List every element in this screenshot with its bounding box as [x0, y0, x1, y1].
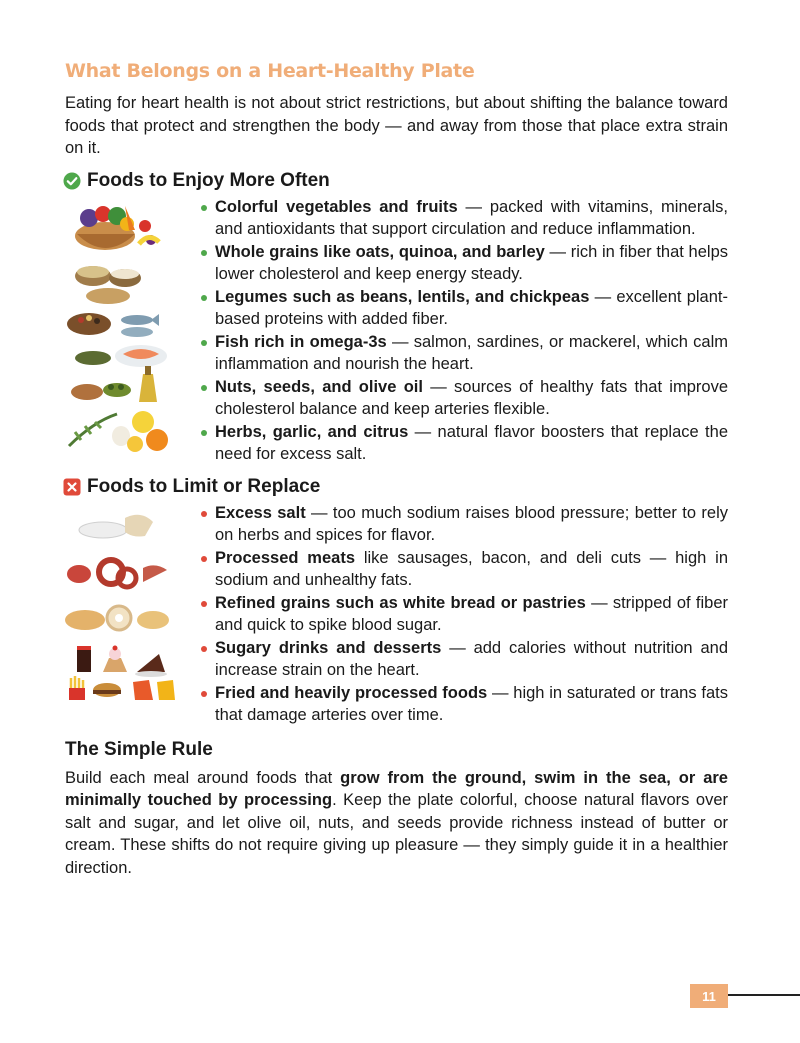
intro-paragraph: Eating for heart health is not about strict restrictions, but about shifting the balance toward foods that protect and strengthen the body — and away from those that place extra strain on it. [65, 94, 728, 157]
bullet-dot [201, 430, 207, 436]
salt-icon [79, 514, 153, 537]
bullet-dot [201, 250, 207, 256]
list-item: Fish rich in omega-3s — salmon, sardines, or mackerel, which calm inflammation and nourish the heart. [199, 331, 728, 376]
refined-grains-icon [65, 606, 169, 630]
bullet-dot [201, 511, 207, 517]
sugary-drinks-desserts-icon [77, 645, 167, 677]
list-item: Excess salt — too much sodium raises blood pressure; better to rely on herbs and spices for flavor. [199, 502, 728, 547]
page-number-rule [728, 994, 800, 996]
bullet-dot [201, 601, 207, 607]
herbs-garlic-citrus-icon [69, 411, 168, 452]
list-item: Whole grains like oats, quinoa, and barley — rich in fiber that helps lower cholesterol and keep energy steady. [199, 241, 728, 286]
list-item: Refined grains such as white bread or pastries — stripped of fiber and quick to spike blood sugar. [199, 592, 728, 637]
bullet-dot [201, 205, 207, 211]
grains-bowl-icon [75, 266, 141, 304]
page-title: What Belongs on a Heart-Healthy Plate [65, 60, 475, 82]
bullet-dot [201, 295, 207, 301]
list-item: Processed meats like sausages, bacon, and deli cuts — high in sodium and unhealthy fats. [199, 547, 728, 592]
bullet-dot [201, 556, 207, 562]
limit-heading-text: Foods to Limit or Replace [87, 475, 321, 497]
list-item: Colorful vegetables and fruits — packed with vitamins, minerals, and antioxidants that support circulation and reduce inflammation. [199, 196, 728, 241]
limit-list [191, 502, 728, 727]
nuts-olive-oil-icon [71, 366, 157, 402]
enjoy-heading-text: Foods to Enjoy More Often [87, 169, 330, 191]
check-circle-icon [63, 172, 81, 190]
legumes-fish-icon [67, 313, 159, 337]
healthy-foods-illustration [63, 196, 191, 466]
enjoy-list [191, 196, 728, 466]
limit-foods-illustration [63, 502, 191, 727]
list-item: Fried and heavily processed foods — high in saturated or trans fats that damage arteries over time. [199, 682, 728, 727]
list-item: Nuts, seeds, and olive oil — sources of healthy fats that improve cholesterol balance and keep arteries flexible. [199, 376, 728, 421]
bullet-dot [201, 385, 207, 391]
x-box-icon [63, 478, 81, 496]
limit-heading [63, 476, 728, 498]
list-item: Sugary drinks and desserts — add calories without nutrition and increase strain on the heart. [199, 637, 728, 682]
simple-rule-heading: The Simple Rule [65, 738, 213, 760]
bullet-dot [201, 646, 207, 652]
list-item: Legumes such as beans, lentils, and chickpeas — excellent plant-based proteins with added fiber. [199, 286, 728, 331]
vegetable-basket-icon [75, 206, 159, 250]
simple-rule-paragraph: Build each meal around foods that grow from the ground, swim in the sea, or are minimally touched by processing. Keep the plate colorful, choose natural flavors over salt and sugar, and let olive oil, nuts, and seeds provide richness instead of butter or cream. These shifts do not require giving up pleasure — they simply guide it in a healthier direction. [65, 768, 729, 877]
bullet-dot [201, 340, 207, 346]
page-number: 11 [690, 984, 728, 1008]
salmon-plate-icon [75, 345, 167, 367]
list-item: Herbs, garlic, and citrus — natural flavor boosters that replace the need for excess salt. [199, 421, 728, 466]
enjoy-heading [63, 170, 728, 192]
page-content [65, 60, 728, 879]
bullet-dot [201, 691, 207, 697]
fried-foods-icon [69, 676, 175, 700]
processed-meats-icon [67, 560, 167, 587]
